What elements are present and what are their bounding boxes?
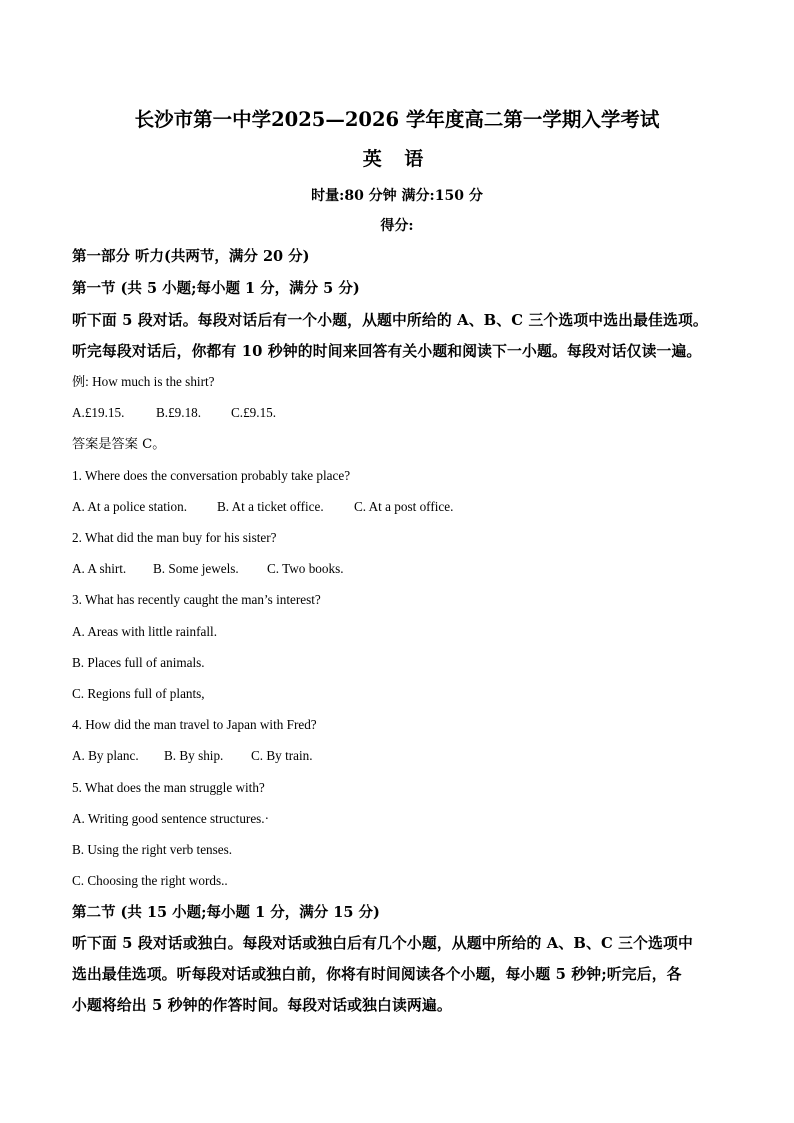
- question-5-option-a: A. Writing good sentence structures.·: [72, 811, 269, 826]
- question-3-option-b: B. Places full of animals.: [72, 655, 205, 670]
- question-5-option-c: C. Choosing the right words..: [72, 873, 228, 888]
- question-2-option-a: A. A shirt.: [72, 561, 127, 576]
- part1-title: 第一部分 听力(共两节，满分 20 分): [72, 248, 310, 265]
- question-5-option-b: B. Using the right verb tenses.: [72, 842, 233, 857]
- question-5: 5. What does the man struggle with?: [72, 780, 265, 795]
- example-option-b: B.£9.18.: [156, 405, 202, 420]
- question-2: 2. What did the man buy for his sister?: [72, 530, 277, 545]
- question-3-option-a: A. Areas with little rainfall.: [72, 624, 218, 639]
- exam-title: 长沙市第一中学2025—2026 学年度高二第一学期入学考试: [134, 108, 660, 131]
- score-label: 得分:: [380, 218, 414, 234]
- question-1-options: [72, 497, 453, 517]
- example-answer: 答案是答案 C。: [72, 437, 166, 452]
- example-options: [72, 403, 276, 423]
- question-2-option-b: B. Some jewels.: [153, 561, 239, 576]
- question-4-option-c: C. By train.: [251, 748, 313, 763]
- question-2-option-c: C. Two books.: [267, 561, 344, 576]
- section1-title: 第一节 (共 5 小题;每小题 1 分，满分 5 分): [72, 280, 360, 297]
- question-4-options: [72, 746, 313, 766]
- question-3-option-c: C. Regions full of plants,: [72, 686, 205, 701]
- example-option-a: A.£19.15.: [72, 405, 125, 420]
- question-4-option-a: A. By planc.: [72, 748, 139, 763]
- question-1-option-a: A. At a police station.: [72, 499, 188, 514]
- question-1-option-b: B. At a ticket office.: [217, 499, 324, 514]
- subject-title: 英 语: [362, 148, 432, 170]
- question-4-option-b: B. By ship.: [164, 748, 224, 763]
- section1-instruction-line-2: 听完每段对话后，你都有 10 秒钟的时间来回答有关小题和阅读下一小题。每段对话仅读一遍。: [72, 343, 702, 360]
- example-option-c: C.£9.15.: [231, 405, 277, 420]
- exam-meta: 时量:80 分钟 满分:150 分: [311, 188, 483, 204]
- section1-instruction-line-1: 听下面 5 段对话。每段对话后有一个小题，从题中所给的 A、B、C 三个选项中选出最佳选项。: [72, 312, 708, 329]
- section2-instruction-line-1: 听下面 5 段对话或独白。每段对话或独白后有几个小题，从题中所给的 A、B、C 三个选项中: [72, 935, 693, 952]
- question-4: 4. How did the man travel to Japan with Fred?: [72, 717, 317, 732]
- question-2-options: [72, 559, 344, 579]
- section2-instruction-line-2: 选出最佳选项。听每段对话或独白前，你将有时间阅读各个小题，每小题 5 秒钟;听完后，各: [72, 966, 682, 983]
- question-1: 1. Where does the conversation probably take place?: [72, 468, 351, 483]
- question-3: 3. What has recently caught the man’s interest?: [72, 592, 321, 607]
- section2-title: 第二节 (共 15 小题;每小题 1 分，满分 15 分): [72, 904, 380, 921]
- question-1-option-c: C. At a post office.: [354, 499, 454, 514]
- section2-instruction-line-3: 小题将给出 5 秒钟的作答时间。每段对话或独白读两遍。: [72, 997, 452, 1014]
- example-question: 例: How much is the shirt?: [72, 374, 215, 389]
